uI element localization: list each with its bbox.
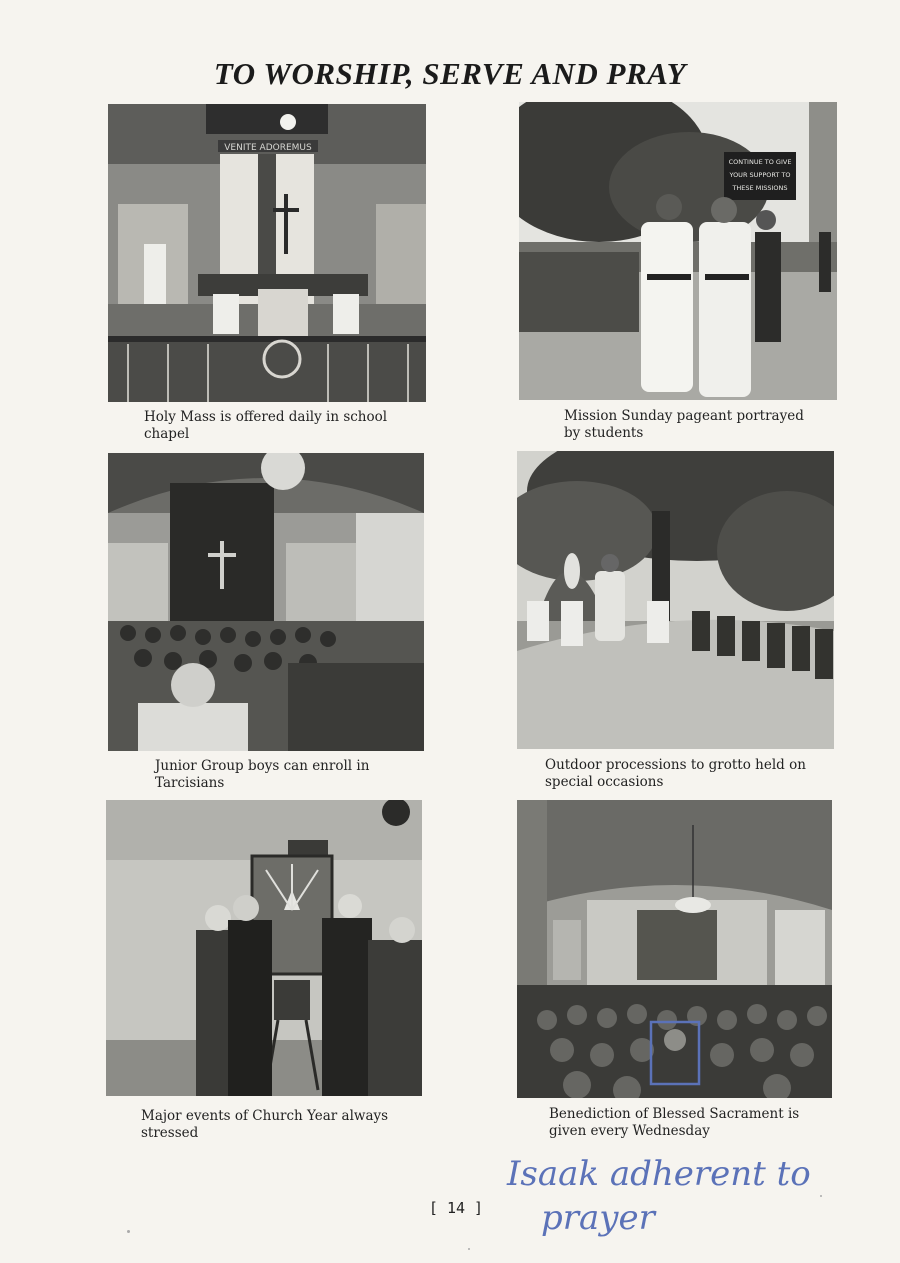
caption-church-year: Major events of Church Year always stressed: [141, 1108, 389, 1141]
photo-mission-sunday: [519, 102, 837, 400]
photo-benediction: [517, 800, 832, 1098]
caption-grotto-procession: Outdoor processions to grotto held on special occasions: [545, 757, 806, 790]
photo-junior-group: [108, 453, 424, 751]
handwritten-note: [505, 1145, 865, 1240]
svg-text:prayer: prayer: [541, 1198, 655, 1238]
photo-chapel-mass: [108, 104, 426, 402]
caption-junior-group: Junior Group boys can enroll in Tarcisians: [155, 758, 370, 791]
page-title: TO WORSHIP, SERVE AND PRAY: [213, 56, 687, 91]
svg-text:Isaak adherent to: Isaak adherent to: [507, 1154, 811, 1194]
photo-grotto-procession: [517, 451, 834, 749]
paper-speck: [127, 1230, 130, 1233]
caption-chapel-mass: Holy Mass is offered daily in school chapel: [144, 409, 388, 442]
photo-church-year: [106, 800, 422, 1096]
svg-text:YOUR SUPPORT TO: YOUR SUPPORT TO: [729, 171, 791, 179]
paper-speck: [820, 1195, 822, 1197]
missions-sign: [724, 152, 796, 200]
caption-benediction: Benediction of Blessed Sacrament is given every Wednesday: [549, 1106, 800, 1139]
paper-speck: [468, 1248, 470, 1250]
caption-mission-sunday: Mission Sunday pageant portrayed by students: [564, 408, 804, 441]
altar-banner: VENITE ADOREMUS: [224, 143, 312, 153]
page-number: [ 14 ]: [428, 1199, 484, 1217]
svg-text:CONTINUE TO GIVE: CONTINUE TO GIVE: [728, 158, 792, 166]
svg-text:THESE MISSIONS: THESE MISSIONS: [732, 184, 788, 192]
